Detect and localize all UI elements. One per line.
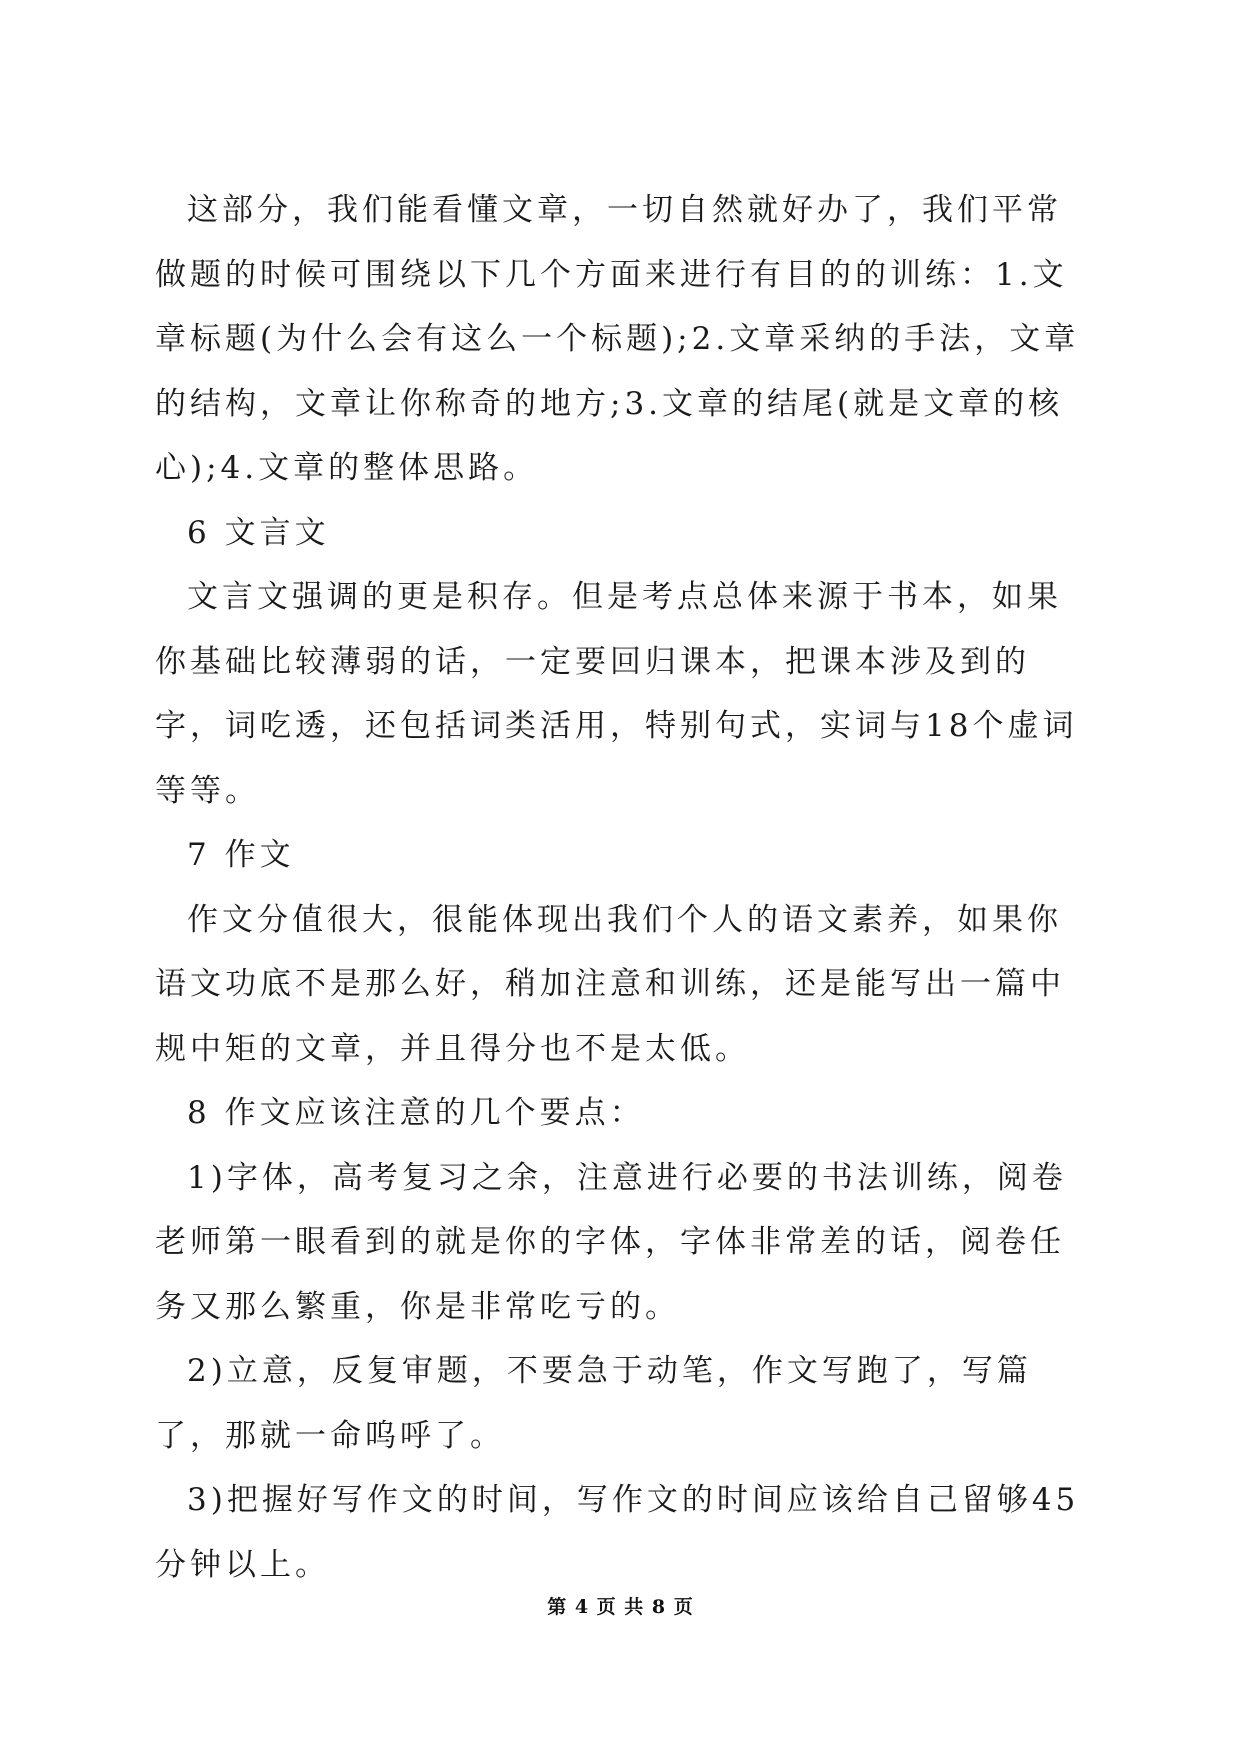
heading-composition: 7 作文 — [187, 837, 295, 873]
page-number-footer: 第 4 页 共 8 页 — [547, 1596, 694, 1618]
paragraph-classical-chinese: 文言文强调的更是积存。但是考点总体来源于书本，如果你基础比较薄弱的话，一定要回归课本，把课本涉及到的字，词吃透，还包括词类活用，特别句式，实词与18个虚词等等。 — [155, 579, 1078, 809]
paragraph-point-theme: 2)立意，反复审题，不要急于动笔，作文写跑了，写篇了，那就一命呜呼了。 — [155, 1353, 1032, 1454]
heading-classical-chinese: 6 文言文 — [187, 514, 330, 551]
heading-composition-points: 8 作文应该注意的几个要点： — [187, 1095, 645, 1131]
document-body — [155, 178, 1095, 1597]
paragraph-point-handwriting: 1)字体，高考复习之余，注意进行必要的书法训练，阅卷老师第一眼看到的就是你的字体，字体非常差的话，阅卷任务又那么繁重，你是非常吃亏的。 — [155, 1159, 1067, 1325]
paragraph-composition: 作文分值很大，很能体现出我们个人的语文素养，如果你语文功底不是那么好，稍加注意和训练，还是能写出一篇中规中矩的文章，并且得分也不是太低。 — [155, 901, 1065, 1067]
paragraph-point-time: 3)把握好写作文的时间，写作文的时间应该给自己留够45分钟以上。 — [155, 1482, 1080, 1583]
paragraph-reading-tips: 这部分，我们能看懂文章，一切自然就好办了，我们平常做题的时候可围绕以下几个方面来进行有目的的训练：1.文章标题(为什么会有这么一个标题);2.文章采纳的手法，文章的结构，文章让你称奇的地方;3.文章的结尾(就是文章的核心);4.文章的整体思路。 — [155, 192, 1080, 486]
